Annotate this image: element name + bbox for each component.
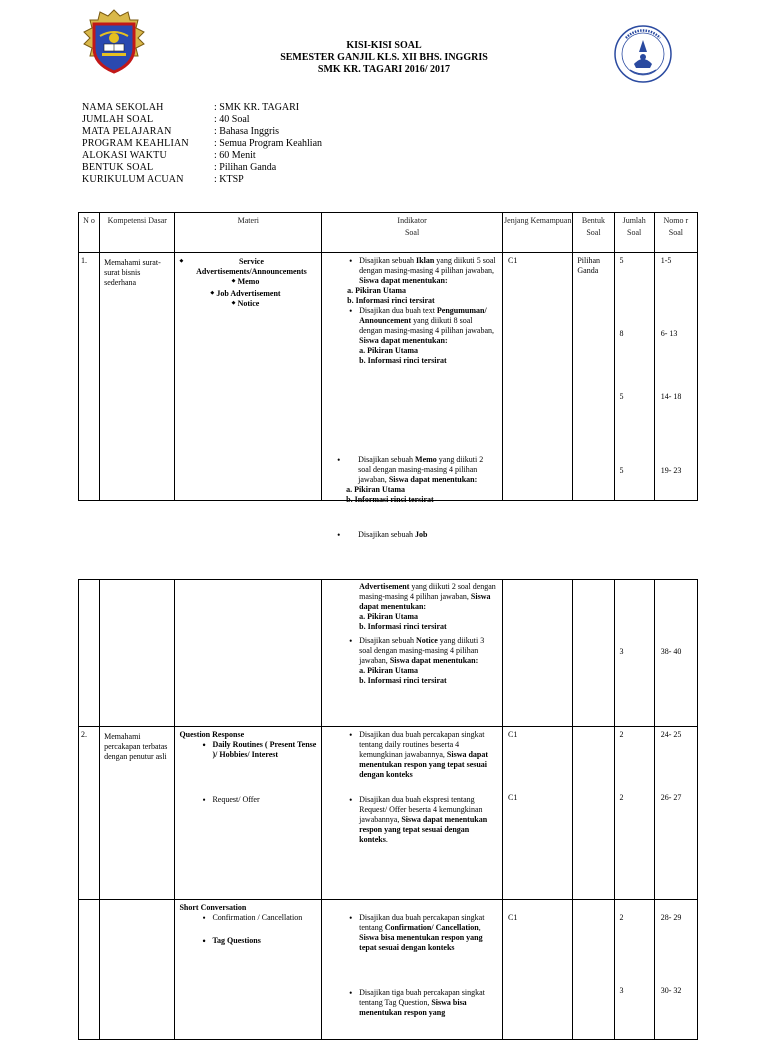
indikator-item xyxy=(346,306,496,366)
text: Disajikan sebuah xyxy=(358,455,416,464)
materi-item xyxy=(175,299,321,309)
row-number: 1. xyxy=(79,253,100,501)
info-label: ALOKASI WAKTU xyxy=(82,150,167,161)
option-a: a. Pikiran Utama xyxy=(359,666,419,675)
materi-list xyxy=(199,913,317,923)
info-label: PROGRAM KEAHLIAN xyxy=(82,138,189,149)
materi-job-ad: ◆ Job Advertisement xyxy=(216,289,280,298)
materi-heading: Question Response xyxy=(179,730,245,739)
materi-list xyxy=(199,936,317,946)
indikator-list xyxy=(346,636,498,686)
option-a: a. Pikiran Utama xyxy=(346,485,406,494)
table-header-row xyxy=(79,213,698,253)
text: . xyxy=(385,835,388,844)
header-bentuk: Bentuk Soal xyxy=(573,213,614,253)
text-bold: Siswa dapat menentukan: xyxy=(359,336,448,345)
jumlah-value: 5 xyxy=(619,256,624,265)
bentuk-cell xyxy=(573,580,614,727)
row-number xyxy=(79,580,100,727)
materi-cell xyxy=(175,580,322,727)
text-bold: Iklan xyxy=(416,256,435,265)
materi-item xyxy=(185,257,317,277)
jumlah-value: 2 xyxy=(619,793,624,802)
title-line-1: KISI-KISI SOAL xyxy=(346,40,422,51)
jumlah-value: 3 xyxy=(619,986,624,995)
text-bold: Siswa dapat menentukan: xyxy=(359,592,491,611)
indikator-list xyxy=(346,913,498,953)
option-b: b. Informasi rinci tersirat xyxy=(346,495,434,504)
info-label: KURIKULUM ACUAN xyxy=(82,174,184,185)
indikator-cell xyxy=(322,727,503,900)
jumlah-value: 2 xyxy=(619,730,624,739)
text: yang diikuti 2 soal dengan masing-masing 4 pilihan jawaban, xyxy=(358,455,484,484)
table-row xyxy=(79,580,698,727)
indikator-item xyxy=(346,988,498,1018)
option-a: a. Pikiran Utama xyxy=(347,286,407,295)
option-a: a. Pikiran Utama xyxy=(359,346,419,355)
kompetensi-cell: Memahami surat-surat bisnis sederhana xyxy=(100,253,175,501)
nomor-cell xyxy=(654,900,697,1040)
jenjang-cell xyxy=(503,580,573,727)
header-jenjang: Jenjang Kemampuan xyxy=(503,213,573,253)
header-indikator-line1: Indikator xyxy=(397,216,427,225)
materi-item: • Confirmation / Cancellation xyxy=(199,913,317,923)
text-bold: Siswa dapat menentukan respon yang tepat sesuai dengan konteks xyxy=(359,815,488,844)
text: Disajikan dua buah text xyxy=(359,306,437,315)
header-jumlah: Jumlah Soal xyxy=(614,213,654,253)
kisi-kisi-table-continued xyxy=(78,579,698,1040)
nomor-cell xyxy=(654,580,697,727)
text: Disajikan dua buah ekspresi tentang Request/ Offer beserta 4 kemungkinan jawabannya, xyxy=(359,795,483,824)
jumlah-value: 5 xyxy=(619,392,624,401)
header-indikator-line2: Soal xyxy=(404,228,420,237)
jumlah-cell xyxy=(614,253,654,501)
title-line-2: SEMESTER GANJIL KLS. XII BHS. INGGRIS xyxy=(280,52,488,63)
text: , xyxy=(478,923,481,932)
jenjang-cell: C1 xyxy=(503,253,573,501)
row-number xyxy=(79,900,100,1040)
nomor-value: 14- 18 xyxy=(660,392,682,401)
table-row xyxy=(79,727,698,900)
title-line-3: SMK KR. TAGARI 2016/ 2017 xyxy=(317,64,451,75)
text-bold: Confirmation/ Cancellation xyxy=(384,923,479,932)
indikator-item xyxy=(346,730,498,780)
nomor-value: 1-5 xyxy=(660,256,672,265)
materi-cell xyxy=(175,253,322,501)
option-b: b. Informasi rinci tersirat xyxy=(347,296,435,305)
jumlah-cell xyxy=(614,900,654,1040)
option-b: b. Informasi rinci tersirat xyxy=(359,356,447,365)
text: yang diikuti 8 soal dengan masing-masing 4 pilihan jawaban, xyxy=(359,316,495,335)
indikator-list xyxy=(346,730,498,780)
indikator-list xyxy=(346,256,496,366)
info-value: : SMK KR. TAGARI xyxy=(214,102,300,113)
text-bold: Siswa dapat menentukan: xyxy=(359,276,448,285)
info-value: : 40 Soal xyxy=(214,114,250,125)
indikator-list xyxy=(334,530,496,540)
text-bold: Advertisement xyxy=(359,582,410,591)
nomor-value: 38- 40 xyxy=(660,647,682,656)
text: Disajikan dua buah percakapan singkat tentang daily routines beserta 4 kemungkinan jawabannya, xyxy=(359,730,485,759)
option-a: a. Pikiran Utama xyxy=(359,612,419,621)
indikator-item xyxy=(346,256,496,306)
nomor-value: 24- 25 xyxy=(660,730,682,739)
table-row xyxy=(79,253,698,501)
jenjang-cell xyxy=(503,900,573,1040)
text: Disajikan sebuah xyxy=(358,530,416,539)
option-b: b. Informasi rinci tersirat xyxy=(359,622,447,631)
nomor-value: 28- 29 xyxy=(660,913,682,922)
text: Disajikan sebuah xyxy=(359,636,417,645)
materi-notice: ◆ Notice xyxy=(238,299,260,308)
indikator-cell xyxy=(322,580,503,727)
materi-item xyxy=(175,289,321,299)
text-bold: Notice xyxy=(416,636,438,645)
materi-item: • Request/ Offer xyxy=(199,795,317,805)
materi-item: • Tag Questions xyxy=(199,936,317,946)
header-nomor: Nomo r Soal xyxy=(654,213,697,253)
jumlah-value: 8 xyxy=(619,329,624,338)
text-bold: Siswa bisa menentukan respon yang xyxy=(359,998,467,1017)
text-bold: Siswa dapat menentukan: xyxy=(389,656,479,665)
bentuk-cell: Pilihan Ganda xyxy=(573,253,614,501)
jumlah-cell xyxy=(614,580,654,727)
jumlah-value: 3 xyxy=(619,647,624,656)
info-label: JUMLAH SOAL xyxy=(82,114,154,125)
indikator-item xyxy=(346,913,498,953)
row-number: 2. xyxy=(79,727,100,900)
header-no: N o xyxy=(79,213,100,253)
nomor-value: 19- 23 xyxy=(660,466,682,475)
kisi-kisi-table xyxy=(78,212,698,539)
jumlah-cell xyxy=(614,727,654,900)
indikator-list xyxy=(346,795,498,845)
kompetensi-cell: Memahami percakapan terbatas dengan penutur asli xyxy=(100,727,175,900)
text-bold: Siswa bisa menentukan respon yang tepat sesuai dengan konteks xyxy=(359,933,483,952)
indikator-list xyxy=(346,988,498,1018)
text-bold: Pengumuman/ Announcement xyxy=(359,306,487,325)
bentuk-cell xyxy=(573,900,614,1040)
info-value: : Pilihan Ganda xyxy=(214,162,277,173)
nomor-cell xyxy=(654,253,697,501)
info-value: : Bahasa Inggris xyxy=(214,126,279,137)
nomor-cell xyxy=(654,727,697,900)
materi-item xyxy=(175,277,321,287)
text: Disajikan dua buah percakapan singkat tentang xyxy=(359,913,485,932)
materi-memo: ◆ Memo xyxy=(238,277,260,286)
text: yang diikuti 2 soal dengan masing-masing 4 pilihan jawaban, xyxy=(359,582,496,601)
nomor-value: 26- 27 xyxy=(660,793,682,802)
text: Disajikan tiga buah percakapan singkat tentang Tag Question, xyxy=(359,988,485,1007)
kompetensi-cell xyxy=(100,900,175,1040)
info-label: MATA PELAJARAN xyxy=(82,126,172,137)
materi-item: • Daily Routines ( Present Tense )/ Hobbies/ Interest xyxy=(199,740,317,760)
kompetensi-cell xyxy=(100,580,175,727)
text-bold: Memo xyxy=(415,455,437,464)
info-value: : Semua Program Keahlian xyxy=(214,138,323,149)
nomor-value: 30- 32 xyxy=(660,986,682,995)
info-value: : KTSP xyxy=(214,174,244,185)
header-indikator xyxy=(322,213,503,253)
header-materi: Materi xyxy=(175,213,322,253)
materi-cell xyxy=(175,900,322,1040)
jenjang-value: C1 xyxy=(508,730,518,739)
jenjang-value: C1 xyxy=(508,913,518,922)
text-bold: Job xyxy=(415,530,428,539)
materi-service: ◆ Service Advertisements/Announcements xyxy=(185,257,317,277)
jenjang-cell xyxy=(503,727,573,900)
header-kompetensi: Kompetensi Dasar xyxy=(100,213,175,253)
option-b: b. Informasi rinci tersirat xyxy=(359,676,447,685)
indikator-item xyxy=(334,530,496,540)
materi-cell xyxy=(175,727,322,900)
text-bold: Siswa dapat menentukan respon yang tepat sesuai dengan konteks xyxy=(359,750,489,779)
nomor-value: 6- 13 xyxy=(660,329,678,338)
table-row xyxy=(79,900,698,1040)
materi-heading: Short Conversation xyxy=(179,903,247,912)
materi-list xyxy=(199,740,317,760)
text: yang diikuti 3 soal dengan masing-masing 4 pilihan jawaban, xyxy=(359,636,485,665)
indikator-list xyxy=(346,455,496,505)
text: Disajikan sebuah xyxy=(359,256,417,265)
text-bold: Siswa dapat menentukan: xyxy=(388,475,478,484)
indikator-item xyxy=(346,636,498,686)
jenjang-value: C1 xyxy=(508,793,518,802)
info-label: NAMA SEKOLAH xyxy=(82,102,164,113)
indikator-item xyxy=(334,455,496,505)
indikator-item xyxy=(346,795,498,845)
bentuk-cell xyxy=(573,727,614,900)
indikator-cell xyxy=(322,253,503,539)
materi-list xyxy=(199,795,317,805)
indikator-cell xyxy=(322,900,503,1040)
info-label: BENTUK SOAL xyxy=(82,162,154,173)
indikator-item xyxy=(359,582,499,632)
jumlah-value: 2 xyxy=(619,913,624,922)
info-value: : 60 Menit xyxy=(214,150,256,161)
jumlah-value: 5 xyxy=(619,466,624,475)
text: yang diikuti 5 soal dengan masing-masing 4 pilihan jawaban, xyxy=(359,256,496,275)
